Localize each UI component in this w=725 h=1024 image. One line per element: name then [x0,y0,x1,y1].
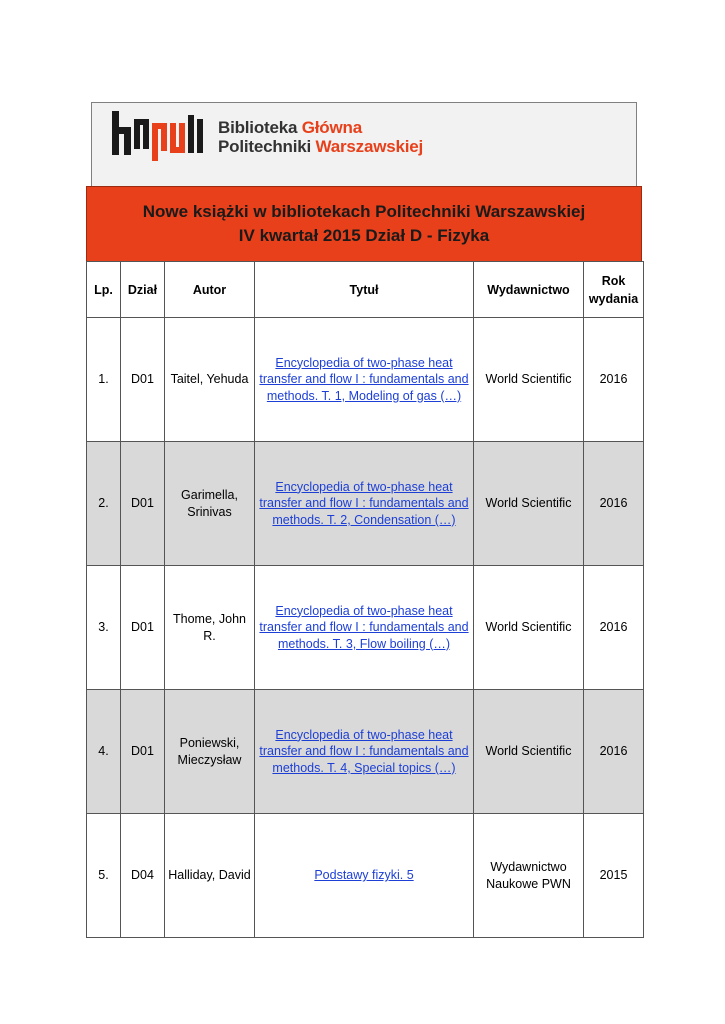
cell-lp: 5. [87,814,121,938]
cell-wydawnictwo: World Scientific [474,442,584,566]
cell-dzial: D01 [121,690,165,814]
cell-autor: Garimella, Srinivas [165,442,255,566]
cell-rok: 2016 [584,566,644,690]
document-subtitle: IV kwartał 2015 Dział D - Fizyka [238,226,490,245]
cell-rok: 2016 [584,690,644,814]
cell-wydawnictwo: Wydawnictwo Naukowe PWN [474,814,584,938]
logo-line-2: Politechniki Warszawskiej [218,137,424,156]
book-title-link[interactable]: Podstawy fizyki. 5 [314,868,414,883]
books-table [86,261,644,938]
document-title: Nowe książki w bibliotekach Politechniki Warszawskiej [142,202,586,221]
table-row [87,690,644,814]
cell-tytul [255,566,474,690]
table-row [87,442,644,566]
book-title-link[interactable]: Encyclopedia of two-phase heat transfer and flow I : fundamentals and methods. T. 4, Special topics (…) [259,727,469,775]
cell-tytul [255,690,474,814]
cell-lp: 4. [87,690,121,814]
cell-autor: Taitel, Yehuda [165,318,255,442]
cell-lp: 1. [87,318,121,442]
cell-lp: 3. [87,566,121,690]
cell-tytul [255,318,474,442]
cell-wydawnictwo: World Scientific [474,690,584,814]
cell-rok: 2016 [584,442,644,566]
cell-lp: 2. [87,442,121,566]
table-row [87,814,644,938]
cell-rok: 2016 [584,318,644,442]
library-header [91,102,637,186]
cell-autor: Thome, John R. [165,566,255,690]
book-title-link[interactable]: Encyclopedia of two-phase heat transfer and flow I : fundamentals and methods. T. 3, Flow boiling (…) [259,603,469,651]
column-header-autor: Autor [165,262,255,318]
cell-tytul [255,442,474,566]
book-title-link[interactable]: Encyclopedia of two-phase heat transfer and flow I : fundamentals and methods. T. 2, Condensation (…) [259,479,469,527]
library-logo-icon [112,111,208,163]
column-header-tytul: Tytuł [255,262,474,318]
cell-dzial: D01 [121,566,165,690]
library-logo [112,111,423,163]
column-header-dzial: Dział [121,262,165,318]
cell-dzial: D04 [121,814,165,938]
cell-wydawnictwo: World Scientific [474,566,584,690]
document-title-banner [86,186,642,262]
logo-line-1: Biblioteka Główna [218,118,362,137]
cell-dzial: D01 [121,442,165,566]
cell-rok: 2015 [584,814,644,938]
column-header-wydawnictwo: Wydawnictwo [474,262,584,318]
cell-wydawnictwo: World Scientific [474,318,584,442]
book-title-link[interactable]: Encyclopedia of two-phase heat transfer and flow I : fundamentals and methods. T. 1, Modeling of gas (…) [259,355,469,403]
cell-tytul [255,814,474,938]
column-header-rok: Rok wydania [584,262,644,318]
table-row [87,566,644,690]
cell-dzial: D01 [121,318,165,442]
column-header-lp: Lp. [87,262,121,318]
cell-autor: Halliday, David [165,814,255,938]
table-header-row [87,262,644,318]
cell-autor: Poniewski, Mieczysław [165,690,255,814]
table-row [87,318,644,442]
